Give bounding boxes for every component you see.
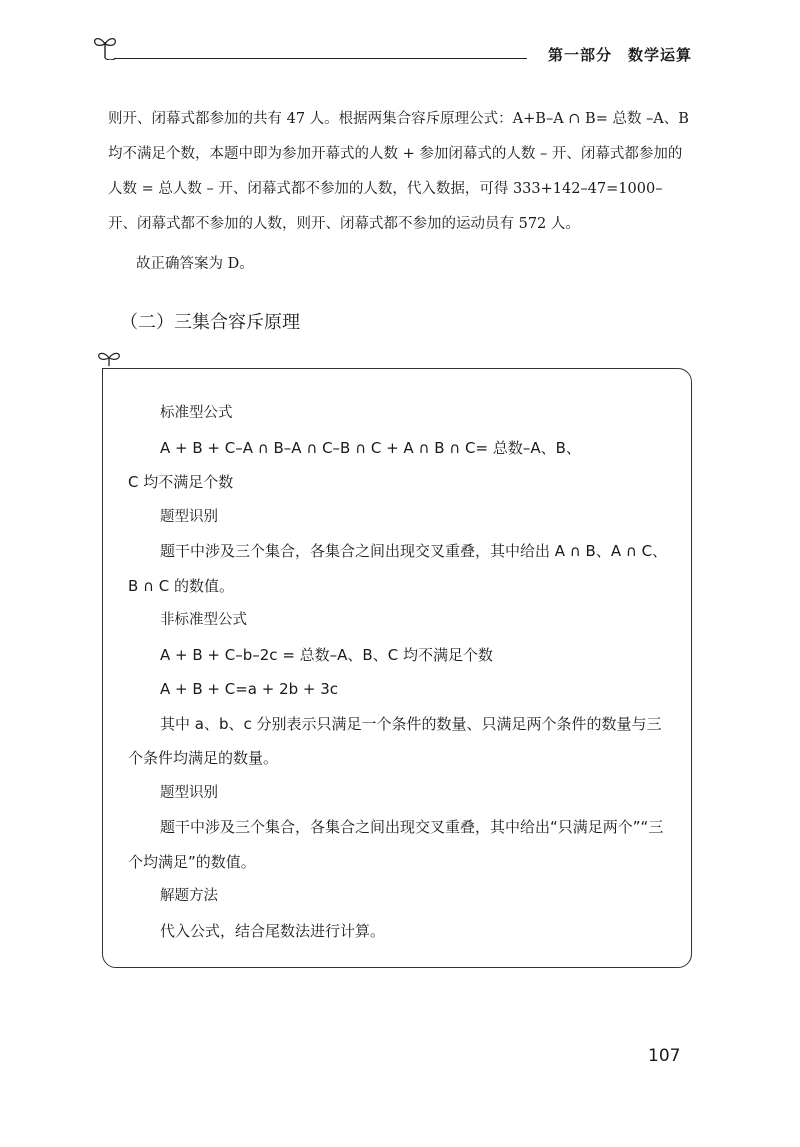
nonstandard-explanation: 其中 a、b、c 分别表示只满足一个条件的数量、只满足两个条件的数量与三个条件均满足的数量。 [128, 714, 662, 767]
standard-formula-heading: 标准型公式 [160, 405, 233, 421]
answer-paragraph [108, 247, 693, 282]
sprout-icon [96, 348, 122, 368]
nonstandard-formula-2: A + B + C=a + 2b + 3c [160, 680, 339, 698]
standard-formula-line-2: C 均不满足个数 [128, 473, 234, 491]
header-section-title: 第一部分 数学运算 [547, 46, 692, 64]
header-rule [114, 58, 527, 59]
nonstandard-formula-1: A + B + C–b–2c = 总数–A、B、C 均不满足个数 [160, 645, 493, 664]
formula-box-content [128, 396, 668, 948]
section-title: （二）三集合容斥原理 [120, 312, 300, 333]
paragraph-text: 则开、闭幕式都参加的共有 47 人。根据两集合容斥原理公式：A+B–A ∩ B= 总数 –A、B 均不满足个数，本题中即为参加开幕式的人数 + 参加闭幕式的人数 – 开、闭幕式都参加的人数 = 总人数 – 开、闭幕式都不参加的人数，代入数据，可得 333+142–47=1000– 开、闭幕式都不参加的人数，则开、闭幕式都不参加的运动员有 572 人。 [108, 111, 689, 232]
method-heading: 解题方法 [160, 888, 218, 904]
identify-text-2: 题干中涉及三个集合，各集合之间出现交叉重叠，其中给出“只满足两个”“三个均满足”的数值。 [128, 818, 664, 871]
page-number: 107 [648, 1046, 681, 1066]
running-header [92, 28, 692, 68]
answer-text: 故正确答案为 D。 [136, 256, 254, 272]
sprout-icon [92, 32, 118, 60]
body-paragraph [108, 102, 693, 242]
identify-text-1: 题干中涉及三个集合，各集合之间出现交叉重叠，其中给出 A ∩ B、A ∩ C、B ∩ C 的数值。 [128, 542, 668, 595]
nonstandard-formula-heading: 非标准型公式 [160, 612, 247, 628]
identify-heading-1: 题型识别 [160, 508, 218, 525]
method-text: 代入公式，结合尾数法进行计算。 [160, 921, 386, 940]
standard-formula-line-1: A + B + C–A ∩ B–A ∩ C–B ∩ C + A ∩ B ∩ C= 总数–A、B、 [160, 438, 581, 457]
identify-heading-2: 题型识别 [160, 784, 218, 801]
